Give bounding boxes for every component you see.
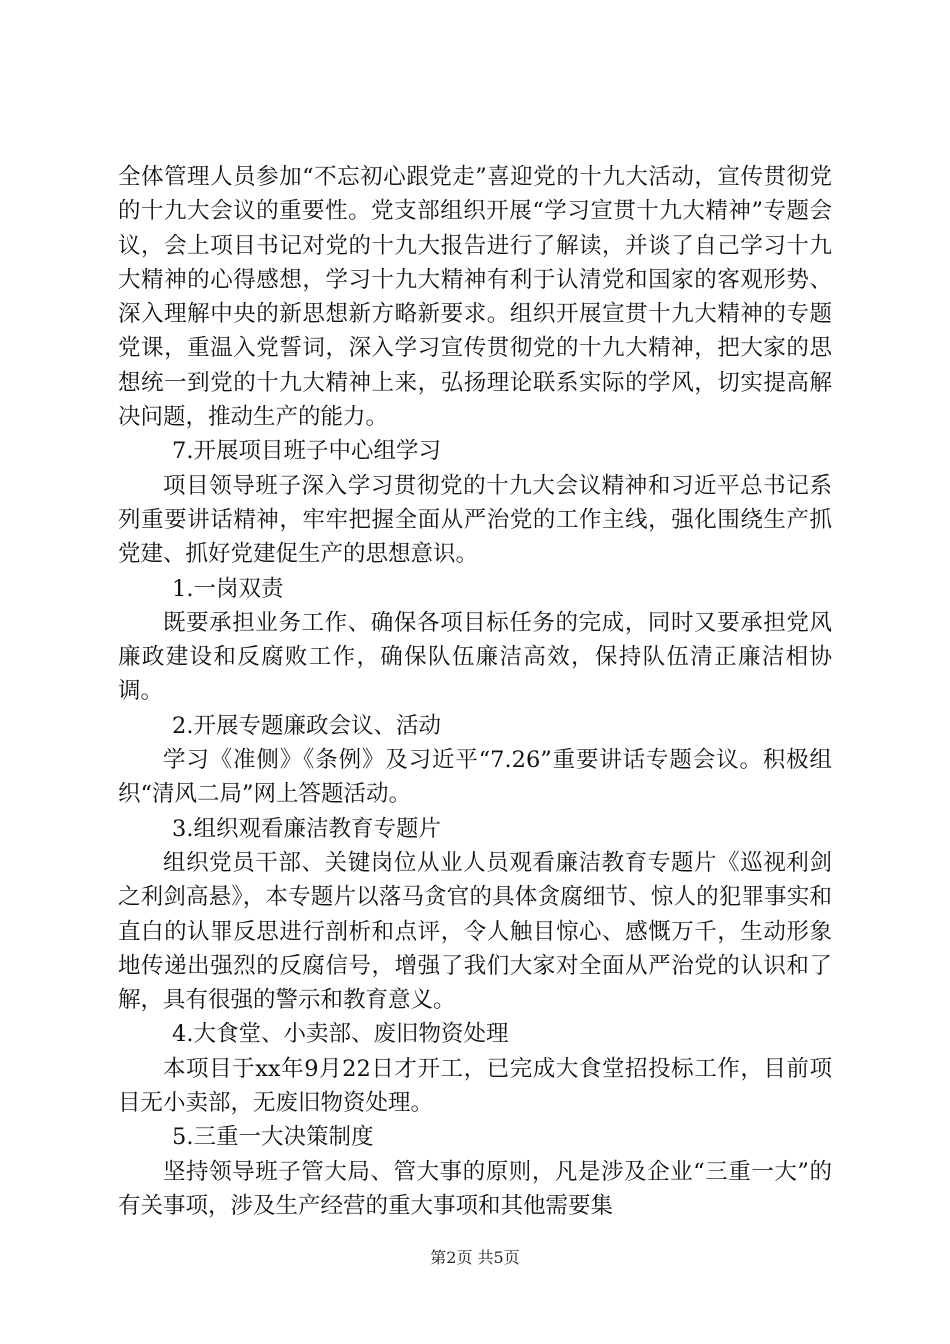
section-heading-2: 2.开展专题廉政会议、活动	[172, 712, 441, 739]
section-heading-1: 1.一岗双责	[172, 575, 284, 602]
paragraph-1: 既要承担业务工作、确保各项目标任务的完成，同时又要承担党风廉政建设和反腐败工作，确保队伍廉洁高效，保持队伍清正廉洁相协调。	[118, 609, 832, 705]
paragraph-7: 项目领导班子深入学习贯彻党的十九大会议精神和习近平总书记系列重要讲话精神，牢牢把握全面从严治党的工作主线，强化围绕生产抓党建、抓好党建促生产的思想意识。	[118, 472, 832, 568]
section-heading-5: 5.三重一大决策制度	[172, 1124, 374, 1151]
section-heading-7: 7.开展项目班子中心组学习	[172, 438, 441, 465]
paragraph-2: 学习《准侧》《条例》及习近平“7.26”重要讲话专题会议。积极组织“清风二局”网上答题活动。	[118, 747, 832, 808]
section-heading-4: 4.大食堂、小卖部、废旧物资处理	[172, 1021, 509, 1048]
section-heading-3: 3.组织观看廉洁教育专题片	[172, 815, 441, 842]
page-footer: 第2页 共5页	[430, 1248, 520, 1267]
paragraph-4: 本项目于xx年9月22日才开工，已完成大食堂招投标工作，目前项目无小卖部，无废旧物资处理。	[118, 1055, 832, 1117]
paragraph-3: 组织党员干部、关键岗位从业人员观看廉洁教育专题片《巡视利剑之利剑高悬》，本专题片以落马贪官的具体贪腐细节、惊人的犯罪事实和直白的认罪反思进行剖析和点评，令人触目惊心、感慨万千，生动形象地传递出强烈的反腐信号，增强了我们大家对全面从严治党的认识和了解，具有很强的警示和教育意义。	[118, 849, 832, 1014]
paragraph-5: 坚持领导班子管大局、管大事的原则，凡是涉及企业“三重一大”的有关事项，涉及生产经营的重大事项和其他需要集	[118, 1158, 832, 1219]
paragraph-intro: 全体管理人员参加“不忘初心跟党走”喜迎党的十九大活动，宣传贯彻党的十九大会议的重要性。党支部组织开展“学习宣贯十九大精神”专题会议，会上项目书记对党的十九大报告进行了解读，并谈了自己学习十九大精神的心得感想，学习十九大精神有利于认清党和国家的客观形势、深入理解中央的新思想新方略新要求。组织开展宣贯十九大精神的专题党课，重温入党誓词，深入学习宣传贯彻党的十九大精神，把大家的思想统一到党的十九大精神上来，弘扬理论联系实际的学风，切实提高解决问题，推动生产的能力。	[118, 164, 832, 431]
document-body	[118, 160, 832, 1223]
